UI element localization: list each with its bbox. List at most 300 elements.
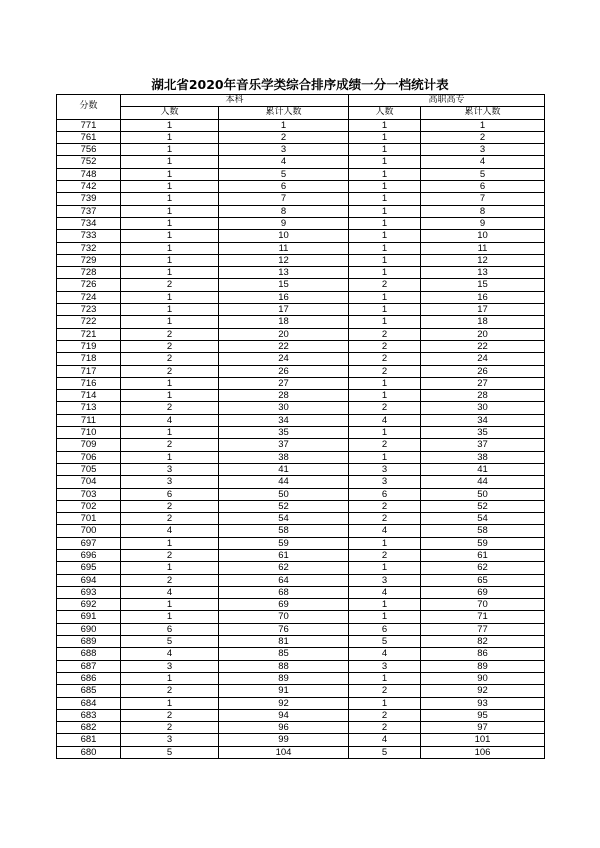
header-undergrad-count: 人数 — [121, 107, 219, 119]
table-row — [57, 562, 545, 574]
score-cell: 697 — [57, 537, 121, 549]
table-row — [57, 304, 545, 316]
table-row — [57, 193, 545, 205]
vocational-cumulative-cell: 97 — [421, 722, 545, 734]
undergrad-cumulative-cell: 9 — [219, 217, 349, 229]
undergrad-count-cell: 1 — [121, 230, 219, 242]
vocational-count-cell: 2 — [349, 279, 421, 291]
table-row — [57, 340, 545, 352]
undergrad-cumulative-cell: 22 — [219, 340, 349, 352]
undergrad-cumulative-cell: 89 — [219, 672, 349, 684]
table-row — [57, 500, 545, 512]
undergrad-cumulative-cell: 38 — [219, 451, 349, 463]
undergrad-cumulative-cell: 17 — [219, 304, 349, 316]
vocational-cumulative-cell: 92 — [421, 685, 545, 697]
undergrad-cumulative-cell: 10 — [219, 230, 349, 242]
undergrad-cumulative-cell: 8 — [219, 205, 349, 217]
undergrad-count-cell: 2 — [121, 353, 219, 365]
score-distribution-table — [56, 94, 545, 759]
undergrad-cumulative-cell: 59 — [219, 537, 349, 549]
undergrad-cumulative-cell: 92 — [219, 697, 349, 709]
table-row — [57, 242, 545, 254]
header-vocational-cumulative: 累计人数 — [421, 107, 545, 119]
vocational-cumulative-cell: 50 — [421, 488, 545, 500]
vocational-cumulative-cell: 58 — [421, 525, 545, 537]
vocational-cumulative-cell: 93 — [421, 697, 545, 709]
undergrad-count-cell: 2 — [121, 500, 219, 512]
vocational-cumulative-cell: 4 — [421, 156, 545, 168]
vocational-cumulative-cell: 8 — [421, 205, 545, 217]
header-undergrad: 本科 — [121, 95, 349, 107]
vocational-count-cell: 1 — [349, 205, 421, 217]
score-cell: 684 — [57, 697, 121, 709]
undergrad-cumulative-cell: 12 — [219, 254, 349, 266]
vocational-cumulative-cell: 52 — [421, 500, 545, 512]
vocational-cumulative-cell: 13 — [421, 267, 545, 279]
table-row — [57, 660, 545, 672]
undergrad-cumulative-cell: 5 — [219, 168, 349, 180]
table-row — [57, 623, 545, 635]
table-row — [57, 451, 545, 463]
table-row — [57, 217, 545, 229]
score-cell: 710 — [57, 427, 121, 439]
table-row — [57, 648, 545, 660]
undergrad-cumulative-cell: 6 — [219, 181, 349, 193]
undergrad-count-cell: 3 — [121, 660, 219, 672]
undergrad-count-cell: 1 — [121, 254, 219, 266]
undergrad-count-cell: 1 — [121, 599, 219, 611]
vocational-count-cell: 3 — [349, 476, 421, 488]
table-row — [57, 709, 545, 721]
undergrad-cumulative-cell: 11 — [219, 242, 349, 254]
undergrad-count-cell: 1 — [121, 697, 219, 709]
undergrad-count-cell: 1 — [121, 119, 219, 131]
table-title: 湖北省2020年音乐学类综合排序成绩一分一档统计表 — [151, 77, 449, 92]
vocational-cumulative-cell: 77 — [421, 623, 545, 635]
table-row — [57, 476, 545, 488]
vocational-count-cell: 1 — [349, 267, 421, 279]
table-row — [57, 254, 545, 266]
undergrad-cumulative-cell: 35 — [219, 427, 349, 439]
vocational-count-cell: 2 — [349, 709, 421, 721]
undergrad-count-cell: 2 — [121, 279, 219, 291]
vocational-cumulative-cell: 20 — [421, 328, 545, 340]
undergrad-cumulative-cell: 7 — [219, 193, 349, 205]
table-row — [57, 156, 545, 168]
table-header — [57, 95, 545, 120]
score-cell: 686 — [57, 672, 121, 684]
table-row — [57, 144, 545, 156]
undergrad-count-cell: 1 — [121, 242, 219, 254]
undergrad-cumulative-cell: 1 — [219, 119, 349, 131]
table-row — [57, 181, 545, 193]
table-row — [57, 377, 545, 389]
table-row — [57, 463, 545, 475]
score-cell: 681 — [57, 734, 121, 746]
vocational-count-cell: 2 — [349, 328, 421, 340]
score-cell: 696 — [57, 549, 121, 561]
undergrad-cumulative-cell: 20 — [219, 328, 349, 340]
undergrad-cumulative-cell: 76 — [219, 623, 349, 635]
vocational-cumulative-cell: 90 — [421, 672, 545, 684]
vocational-cumulative-cell: 35 — [421, 427, 545, 439]
score-cell: 685 — [57, 685, 121, 697]
undergrad-cumulative-cell: 99 — [219, 734, 349, 746]
vocational-count-cell: 1 — [349, 427, 421, 439]
vocational-count-cell: 1 — [349, 316, 421, 328]
vocational-count-cell: 1 — [349, 599, 421, 611]
undergrad-cumulative-cell: 15 — [219, 279, 349, 291]
undergrad-count-cell: 2 — [121, 365, 219, 377]
vocational-count-cell: 2 — [349, 549, 421, 561]
header-vocational: 高职高专 — [349, 95, 545, 107]
table-row — [57, 549, 545, 561]
undergrad-count-cell: 4 — [121, 648, 219, 660]
vocational-count-cell: 1 — [349, 304, 421, 316]
vocational-cumulative-cell: 41 — [421, 463, 545, 475]
undergrad-count-cell: 1 — [121, 144, 219, 156]
vocational-count-cell: 3 — [349, 574, 421, 586]
undergrad-cumulative-cell: 64 — [219, 574, 349, 586]
undergrad-cumulative-cell: 27 — [219, 377, 349, 389]
vocational-count-cell: 4 — [349, 734, 421, 746]
undergrad-count-cell: 1 — [121, 193, 219, 205]
vocational-count-cell: 1 — [349, 156, 421, 168]
score-cell: 719 — [57, 340, 121, 352]
undergrad-count-cell: 2 — [121, 340, 219, 352]
undergrad-count-cell: 5 — [121, 746, 219, 758]
vocational-cumulative-cell: 6 — [421, 181, 545, 193]
vocational-count-cell: 1 — [349, 377, 421, 389]
vocational-count-cell: 1 — [349, 562, 421, 574]
vocational-cumulative-cell: 71 — [421, 611, 545, 623]
score-cell: 692 — [57, 599, 121, 611]
table-row — [57, 291, 545, 303]
undergrad-cumulative-cell: 58 — [219, 525, 349, 537]
vocational-count-cell: 2 — [349, 513, 421, 525]
vocational-count-cell: 4 — [349, 648, 421, 660]
undergrad-count-cell: 6 — [121, 623, 219, 635]
score-cell: 711 — [57, 414, 121, 426]
undergrad-count-cell: 6 — [121, 488, 219, 500]
undergrad-cumulative-cell: 3 — [219, 144, 349, 156]
score-cell: 713 — [57, 402, 121, 414]
score-cell: 748 — [57, 168, 121, 180]
undergrad-count-cell: 1 — [121, 562, 219, 574]
score-cell: 761 — [57, 131, 121, 143]
vocational-cumulative-cell: 44 — [421, 476, 545, 488]
undergrad-cumulative-cell: 4 — [219, 156, 349, 168]
undergrad-cumulative-cell: 91 — [219, 685, 349, 697]
table-row — [57, 636, 545, 648]
table-row — [57, 525, 545, 537]
undergrad-cumulative-cell: 2 — [219, 131, 349, 143]
vocational-cumulative-cell: 89 — [421, 660, 545, 672]
undergrad-cumulative-cell: 28 — [219, 390, 349, 402]
score-cell: 723 — [57, 304, 121, 316]
score-cell: 721 — [57, 328, 121, 340]
score-cell: 732 — [57, 242, 121, 254]
vocational-count-cell: 2 — [349, 439, 421, 451]
vocational-cumulative-cell: 65 — [421, 574, 545, 586]
score-cell: 682 — [57, 722, 121, 734]
vocational-count-cell: 1 — [349, 168, 421, 180]
vocational-count-cell: 4 — [349, 586, 421, 598]
vocational-count-cell: 3 — [349, 660, 421, 672]
vocational-cumulative-cell: 106 — [421, 746, 545, 758]
table-row — [57, 328, 545, 340]
undergrad-cumulative-cell: 62 — [219, 562, 349, 574]
vocational-cumulative-cell: 10 — [421, 230, 545, 242]
score-cell: 702 — [57, 500, 121, 512]
undergrad-count-cell: 1 — [121, 181, 219, 193]
undergrad-count-cell: 1 — [121, 291, 219, 303]
score-cell: 695 — [57, 562, 121, 574]
undergrad-count-cell: 1 — [121, 390, 219, 402]
table-row — [57, 390, 545, 402]
vocational-count-cell: 1 — [349, 291, 421, 303]
score-cell: 752 — [57, 156, 121, 168]
vocational-count-cell: 1 — [349, 672, 421, 684]
table-row — [57, 279, 545, 291]
undergrad-count-cell: 2 — [121, 574, 219, 586]
undergrad-count-cell: 2 — [121, 513, 219, 525]
vocational-cumulative-cell: 30 — [421, 402, 545, 414]
table-row — [57, 746, 545, 758]
header-score: 分数 — [57, 95, 121, 120]
vocational-count-cell: 2 — [349, 353, 421, 365]
vocational-count-cell: 1 — [349, 611, 421, 623]
score-cell: 734 — [57, 217, 121, 229]
undergrad-count-cell: 2 — [121, 328, 219, 340]
score-cell: 716 — [57, 377, 121, 389]
vocational-count-cell: 2 — [349, 500, 421, 512]
undergrad-cumulative-cell: 96 — [219, 722, 349, 734]
table-row — [57, 267, 545, 279]
score-cell: 706 — [57, 451, 121, 463]
vocational-cumulative-cell: 34 — [421, 414, 545, 426]
undergrad-count-cell: 2 — [121, 549, 219, 561]
table-row — [57, 427, 545, 439]
undergrad-cumulative-cell: 54 — [219, 513, 349, 525]
score-cell: 688 — [57, 648, 121, 660]
undergrad-count-cell: 2 — [121, 439, 219, 451]
score-cell: 726 — [57, 279, 121, 291]
undergrad-cumulative-cell: 70 — [219, 611, 349, 623]
vocational-cumulative-cell: 26 — [421, 365, 545, 377]
header-vocational-count: 人数 — [349, 107, 421, 119]
vocational-cumulative-cell: 54 — [421, 513, 545, 525]
vocational-count-cell: 3 — [349, 463, 421, 475]
header-row-2 — [57, 107, 545, 119]
vocational-count-cell: 1 — [349, 254, 421, 266]
table-row — [57, 599, 545, 611]
vocational-count-cell: 1 — [349, 390, 421, 402]
score-cell: 694 — [57, 574, 121, 586]
score-cell: 687 — [57, 660, 121, 672]
undergrad-count-cell: 3 — [121, 463, 219, 475]
vocational-cumulative-cell: 101 — [421, 734, 545, 746]
score-cell: 701 — [57, 513, 121, 525]
undergrad-cumulative-cell: 69 — [219, 599, 349, 611]
undergrad-count-cell: 1 — [121, 131, 219, 143]
vocational-cumulative-cell: 86 — [421, 648, 545, 660]
score-cell: 705 — [57, 463, 121, 475]
table-row — [57, 722, 545, 734]
score-cell: 714 — [57, 390, 121, 402]
vocational-cumulative-cell: 7 — [421, 193, 545, 205]
vocational-count-cell: 1 — [349, 193, 421, 205]
vocational-count-cell: 1 — [349, 537, 421, 549]
vocational-count-cell: 1 — [349, 144, 421, 156]
header-undergrad-cumulative: 累计人数 — [219, 107, 349, 119]
undergrad-count-cell: 1 — [121, 316, 219, 328]
score-cell: 700 — [57, 525, 121, 537]
vocational-cumulative-cell: 95 — [421, 709, 545, 721]
undergrad-cumulative-cell: 44 — [219, 476, 349, 488]
vocational-count-cell: 1 — [349, 451, 421, 463]
undergrad-count-cell: 1 — [121, 427, 219, 439]
table-row — [57, 488, 545, 500]
undergrad-count-cell: 4 — [121, 525, 219, 537]
undergrad-count-cell: 2 — [121, 722, 219, 734]
vocational-cumulative-cell: 15 — [421, 279, 545, 291]
table-row — [57, 316, 545, 328]
vocational-count-cell: 1 — [349, 131, 421, 143]
undergrad-cumulative-cell: 85 — [219, 648, 349, 660]
undergrad-count-cell: 4 — [121, 586, 219, 598]
vocational-cumulative-cell: 27 — [421, 377, 545, 389]
vocational-count-cell: 2 — [349, 340, 421, 352]
score-cell: 737 — [57, 205, 121, 217]
table-row — [57, 131, 545, 143]
undergrad-cumulative-cell: 18 — [219, 316, 349, 328]
table-row — [57, 537, 545, 549]
vocational-cumulative-cell: 61 — [421, 549, 545, 561]
score-cell: 728 — [57, 267, 121, 279]
vocational-count-cell: 6 — [349, 488, 421, 500]
undergrad-cumulative-cell: 13 — [219, 267, 349, 279]
score-cell: 771 — [57, 119, 121, 131]
table-row — [57, 611, 545, 623]
vocational-count-cell: 5 — [349, 746, 421, 758]
score-cell: 691 — [57, 611, 121, 623]
undergrad-cumulative-cell: 52 — [219, 500, 349, 512]
vocational-cumulative-cell: 2 — [421, 131, 545, 143]
score-cell: 722 — [57, 316, 121, 328]
vocational-cumulative-cell: 70 — [421, 599, 545, 611]
table-row — [57, 574, 545, 586]
table-row — [57, 365, 545, 377]
undergrad-count-cell: 3 — [121, 734, 219, 746]
undergrad-count-cell: 1 — [121, 611, 219, 623]
vocational-cumulative-cell: 16 — [421, 291, 545, 303]
undergrad-count-cell: 2 — [121, 402, 219, 414]
vocational-count-cell: 2 — [349, 402, 421, 414]
vocational-count-cell: 1 — [349, 242, 421, 254]
undergrad-cumulative-cell: 34 — [219, 414, 349, 426]
undergrad-cumulative-cell: 104 — [219, 746, 349, 758]
score-cell: 690 — [57, 623, 121, 635]
vocational-count-cell: 6 — [349, 623, 421, 635]
vocational-cumulative-cell: 12 — [421, 254, 545, 266]
undergrad-count-cell: 1 — [121, 205, 219, 217]
vocational-cumulative-cell: 59 — [421, 537, 545, 549]
undergrad-count-cell: 1 — [121, 377, 219, 389]
table-row — [57, 230, 545, 242]
undergrad-count-cell: 1 — [121, 267, 219, 279]
table-row — [57, 513, 545, 525]
vocational-count-cell: 1 — [349, 119, 421, 131]
vocational-cumulative-cell: 18 — [421, 316, 545, 328]
undergrad-count-cell: 4 — [121, 414, 219, 426]
undergrad-count-cell: 1 — [121, 451, 219, 463]
undergrad-count-cell: 1 — [121, 217, 219, 229]
vocational-cumulative-cell: 3 — [421, 144, 545, 156]
vocational-cumulative-cell: 69 — [421, 586, 545, 598]
score-cell: 704 — [57, 476, 121, 488]
vocational-count-cell: 2 — [349, 365, 421, 377]
vocational-cumulative-cell: 62 — [421, 562, 545, 574]
vocational-count-cell: 1 — [349, 181, 421, 193]
undergrad-count-cell: 5 — [121, 636, 219, 648]
undergrad-count-cell: 1 — [121, 304, 219, 316]
score-cell: 683 — [57, 709, 121, 721]
score-cell: 756 — [57, 144, 121, 156]
header-row-1 — [57, 95, 545, 107]
table-row — [57, 205, 545, 217]
vocational-cumulative-cell: 22 — [421, 340, 545, 352]
score-cell: 718 — [57, 353, 121, 365]
vocational-count-cell: 2 — [349, 722, 421, 734]
vocational-cumulative-cell: 37 — [421, 439, 545, 451]
table-row — [57, 119, 545, 131]
vocational-cumulative-cell: 5 — [421, 168, 545, 180]
table-body — [57, 119, 545, 758]
undergrad-cumulative-cell: 16 — [219, 291, 349, 303]
score-cell: 739 — [57, 193, 121, 205]
table-row — [57, 353, 545, 365]
undergrad-cumulative-cell: 50 — [219, 488, 349, 500]
undergrad-count-cell: 1 — [121, 672, 219, 684]
undergrad-cumulative-cell: 24 — [219, 353, 349, 365]
vocational-count-cell: 1 — [349, 697, 421, 709]
undergrad-count-cell: 1 — [121, 156, 219, 168]
vocational-count-cell: 1 — [349, 217, 421, 229]
undergrad-cumulative-cell: 30 — [219, 402, 349, 414]
score-cell: 680 — [57, 746, 121, 758]
vocational-count-cell: 5 — [349, 636, 421, 648]
vocational-cumulative-cell: 9 — [421, 217, 545, 229]
undergrad-count-cell: 1 — [121, 168, 219, 180]
table-row — [57, 439, 545, 451]
undergrad-count-cell: 2 — [121, 685, 219, 697]
table-row — [57, 402, 545, 414]
undergrad-cumulative-cell: 88 — [219, 660, 349, 672]
table-row — [57, 414, 545, 426]
vocational-count-cell: 4 — [349, 414, 421, 426]
undergrad-cumulative-cell: 81 — [219, 636, 349, 648]
table-row — [57, 734, 545, 746]
vocational-cumulative-cell: 24 — [421, 353, 545, 365]
undergrad-cumulative-cell: 37 — [219, 439, 349, 451]
undergrad-count-cell: 3 — [121, 476, 219, 488]
vocational-cumulative-cell: 38 — [421, 451, 545, 463]
table-row — [57, 672, 545, 684]
table-row — [57, 685, 545, 697]
undergrad-count-cell: 1 — [121, 537, 219, 549]
score-cell: 703 — [57, 488, 121, 500]
